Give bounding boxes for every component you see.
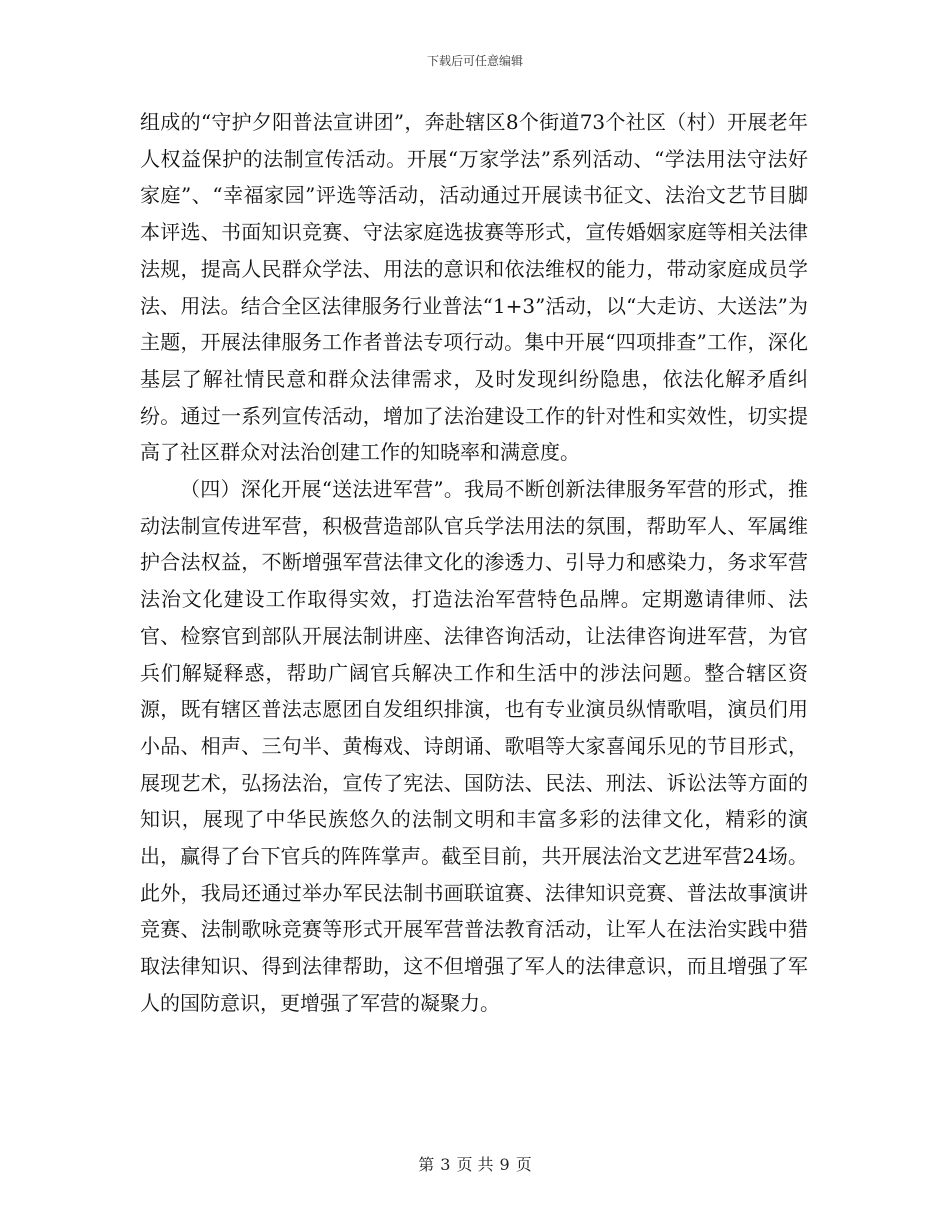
page-header [0,52,950,69]
footer-suffix: 页 [515,1155,532,1174]
header-note: 下载后可任意编辑 [426,54,523,68]
footer-total-pages: 9 [499,1155,510,1174]
paragraph-2: （四）深化开展“送法进军营”。我局不断创新法律服务军营的形式，推动法制宣传进军营，积极营造部队官兵学法用法的氛围，帮助军人、军属维护合法权益，不断增强军营法律文化的渗透力、引导力和感染力，务求军营法治文化建设工作取得实效，打造法治军营特色品牌。定期邀请律师、法官、检察官到部队开展法制讲座、法律咨询活动，让法律咨询进军营，为官兵们解疑释惑，帮助广阔官兵解决工作和生活中的涉法问题。整合辖区资源，既有辖区普法志愿团自发组织排演，也有专业演员纵情歌唱，演员们用小品、相声、三句半、黄梅戏、诗朗诵、歌唱等大家喜闻乐见的节目形式，展现艺术，弘扬法治，宣传了宪法、国防法、民法、刑法、诉讼法等方面的知识，展现了中华民族悠久的法制文明和丰富多彩的法律文化，精彩的演出，赢得了台下官兵的阵阵掌声。截至目前，共开展法治文艺进军营24场。此外，我局还通过举办军民法制书画联谊赛、法律知识竞赛、普法故事演讲竞赛、法制歌咏竞赛等形式开展军营普法教育活动，让军人在法治实践中猎取法律知识、得到法律帮助，这不但增强了军人的法律意识，而且增强了军人的国防意识，更增强了军营的凝聚力。 [140,477,808,1015]
footer-mid: 页 共 [456,1155,494,1174]
footer-prefix: 第 [418,1155,435,1174]
document-body [140,104,808,1022]
footer-current-page: 3 [440,1155,451,1174]
page-footer [0,1152,950,1175]
paragraph-1: 组成的“守护夕阳普法宣讲团”，奔赴辖区8个街道73个社区（村）开展老年人权益保护的法制宣传活动。开展“万家学法”系列活动、“学法用法守法好家庭”、“幸福家园”评选等活动，活动通过开展读书征文、法治文艺节目脚本评选、书面知识竞赛、守法家庭选拔赛等形式，宣传婚姻家庭等相关法律法规，提高人民群众学法、用法的意识和依法维权的能力，带动家庭成员学法、用法。结合全区法律服务行业普法“1+3”活动，以“大走访、大送法”为主题，开展法律服务工作者普法专项行动。集中开展“四项排查”工作，深化基层了解社情民意和群众法律需求，及时发现纠纷隐患，依法化解矛盾纠纷。通过一系列宣传活动，增加了法治建设工作的针对性和实效性，切实提高了社区群众对法治创建工作的知晓率和满意度。 [140,110,808,465]
